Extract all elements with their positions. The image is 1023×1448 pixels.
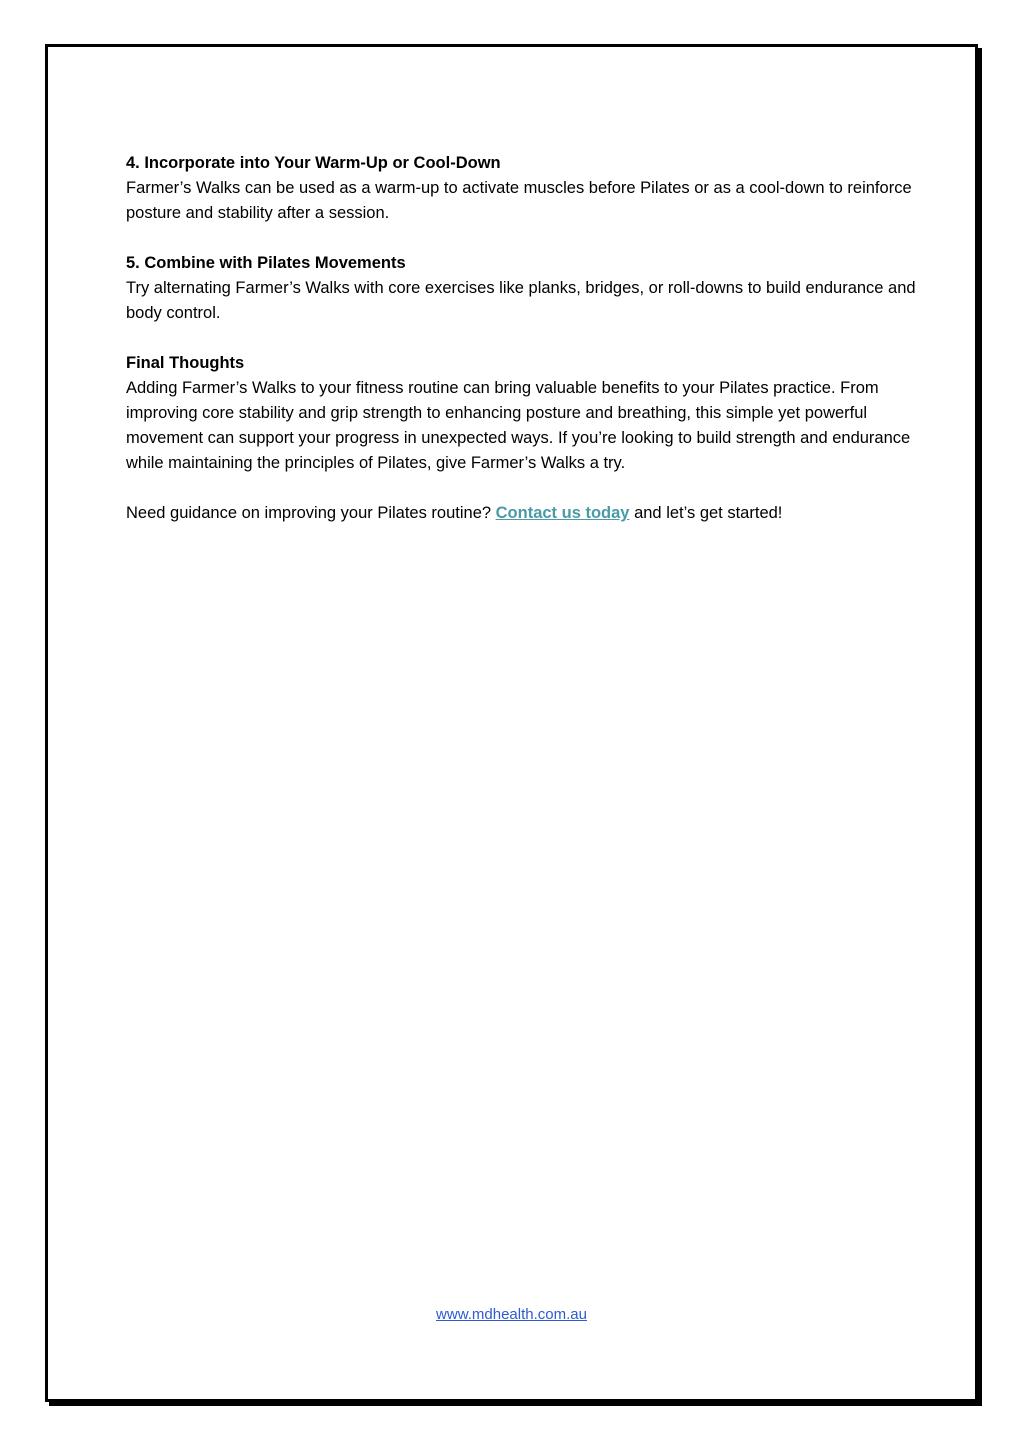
website-link[interactable]: www.mdhealth.com.au: [436, 1306, 587, 1323]
page-frame: [45, 44, 978, 1402]
cta-prefix-text: Need guidance on improving your Pilates routine?: [126, 504, 496, 522]
section-final-thoughts: [126, 351, 916, 476]
contact-us-link[interactable]: Contact us today: [495, 504, 630, 522]
section-heading: Final Thoughts: [126, 354, 245, 372]
section-paragraph: Adding Farmer’s Walks to your fitness routine can bring valuable benefits to your Pilates practice. From improving core stability and grip strength to enhancing posture and breathing, this simple yet powerful movement can support your progress in unexpected ways. If you’re looking to build strength and endurance while maintaining the principles of Pilates, give Farmer’s Walks a try.: [126, 379, 911, 472]
section-warmup-cooldown: [126, 151, 916, 226]
cta-suffix-text: and let’s get started!: [629, 504, 783, 522]
section-heading: 5. Combine with Pilates Movements: [126, 254, 406, 272]
section-heading: 4. Incorporate into Your Warm-Up or Cool-Down: [126, 154, 501, 172]
document-body: [126, 151, 916, 551]
footer: [0, 1305, 1023, 1325]
section-paragraph: Farmer’s Walks can be used as a warm-up to activate muscles before Pilates or as a cool-down to reinforce posture and stability after a session.: [126, 179, 912, 222]
section-paragraph: Try alternating Farmer’s Walks with core exercises like planks, bridges, or roll-downs to build endurance and body control.: [126, 279, 916, 322]
call-to-action: [126, 501, 916, 526]
section-combine-pilates: [126, 251, 916, 326]
